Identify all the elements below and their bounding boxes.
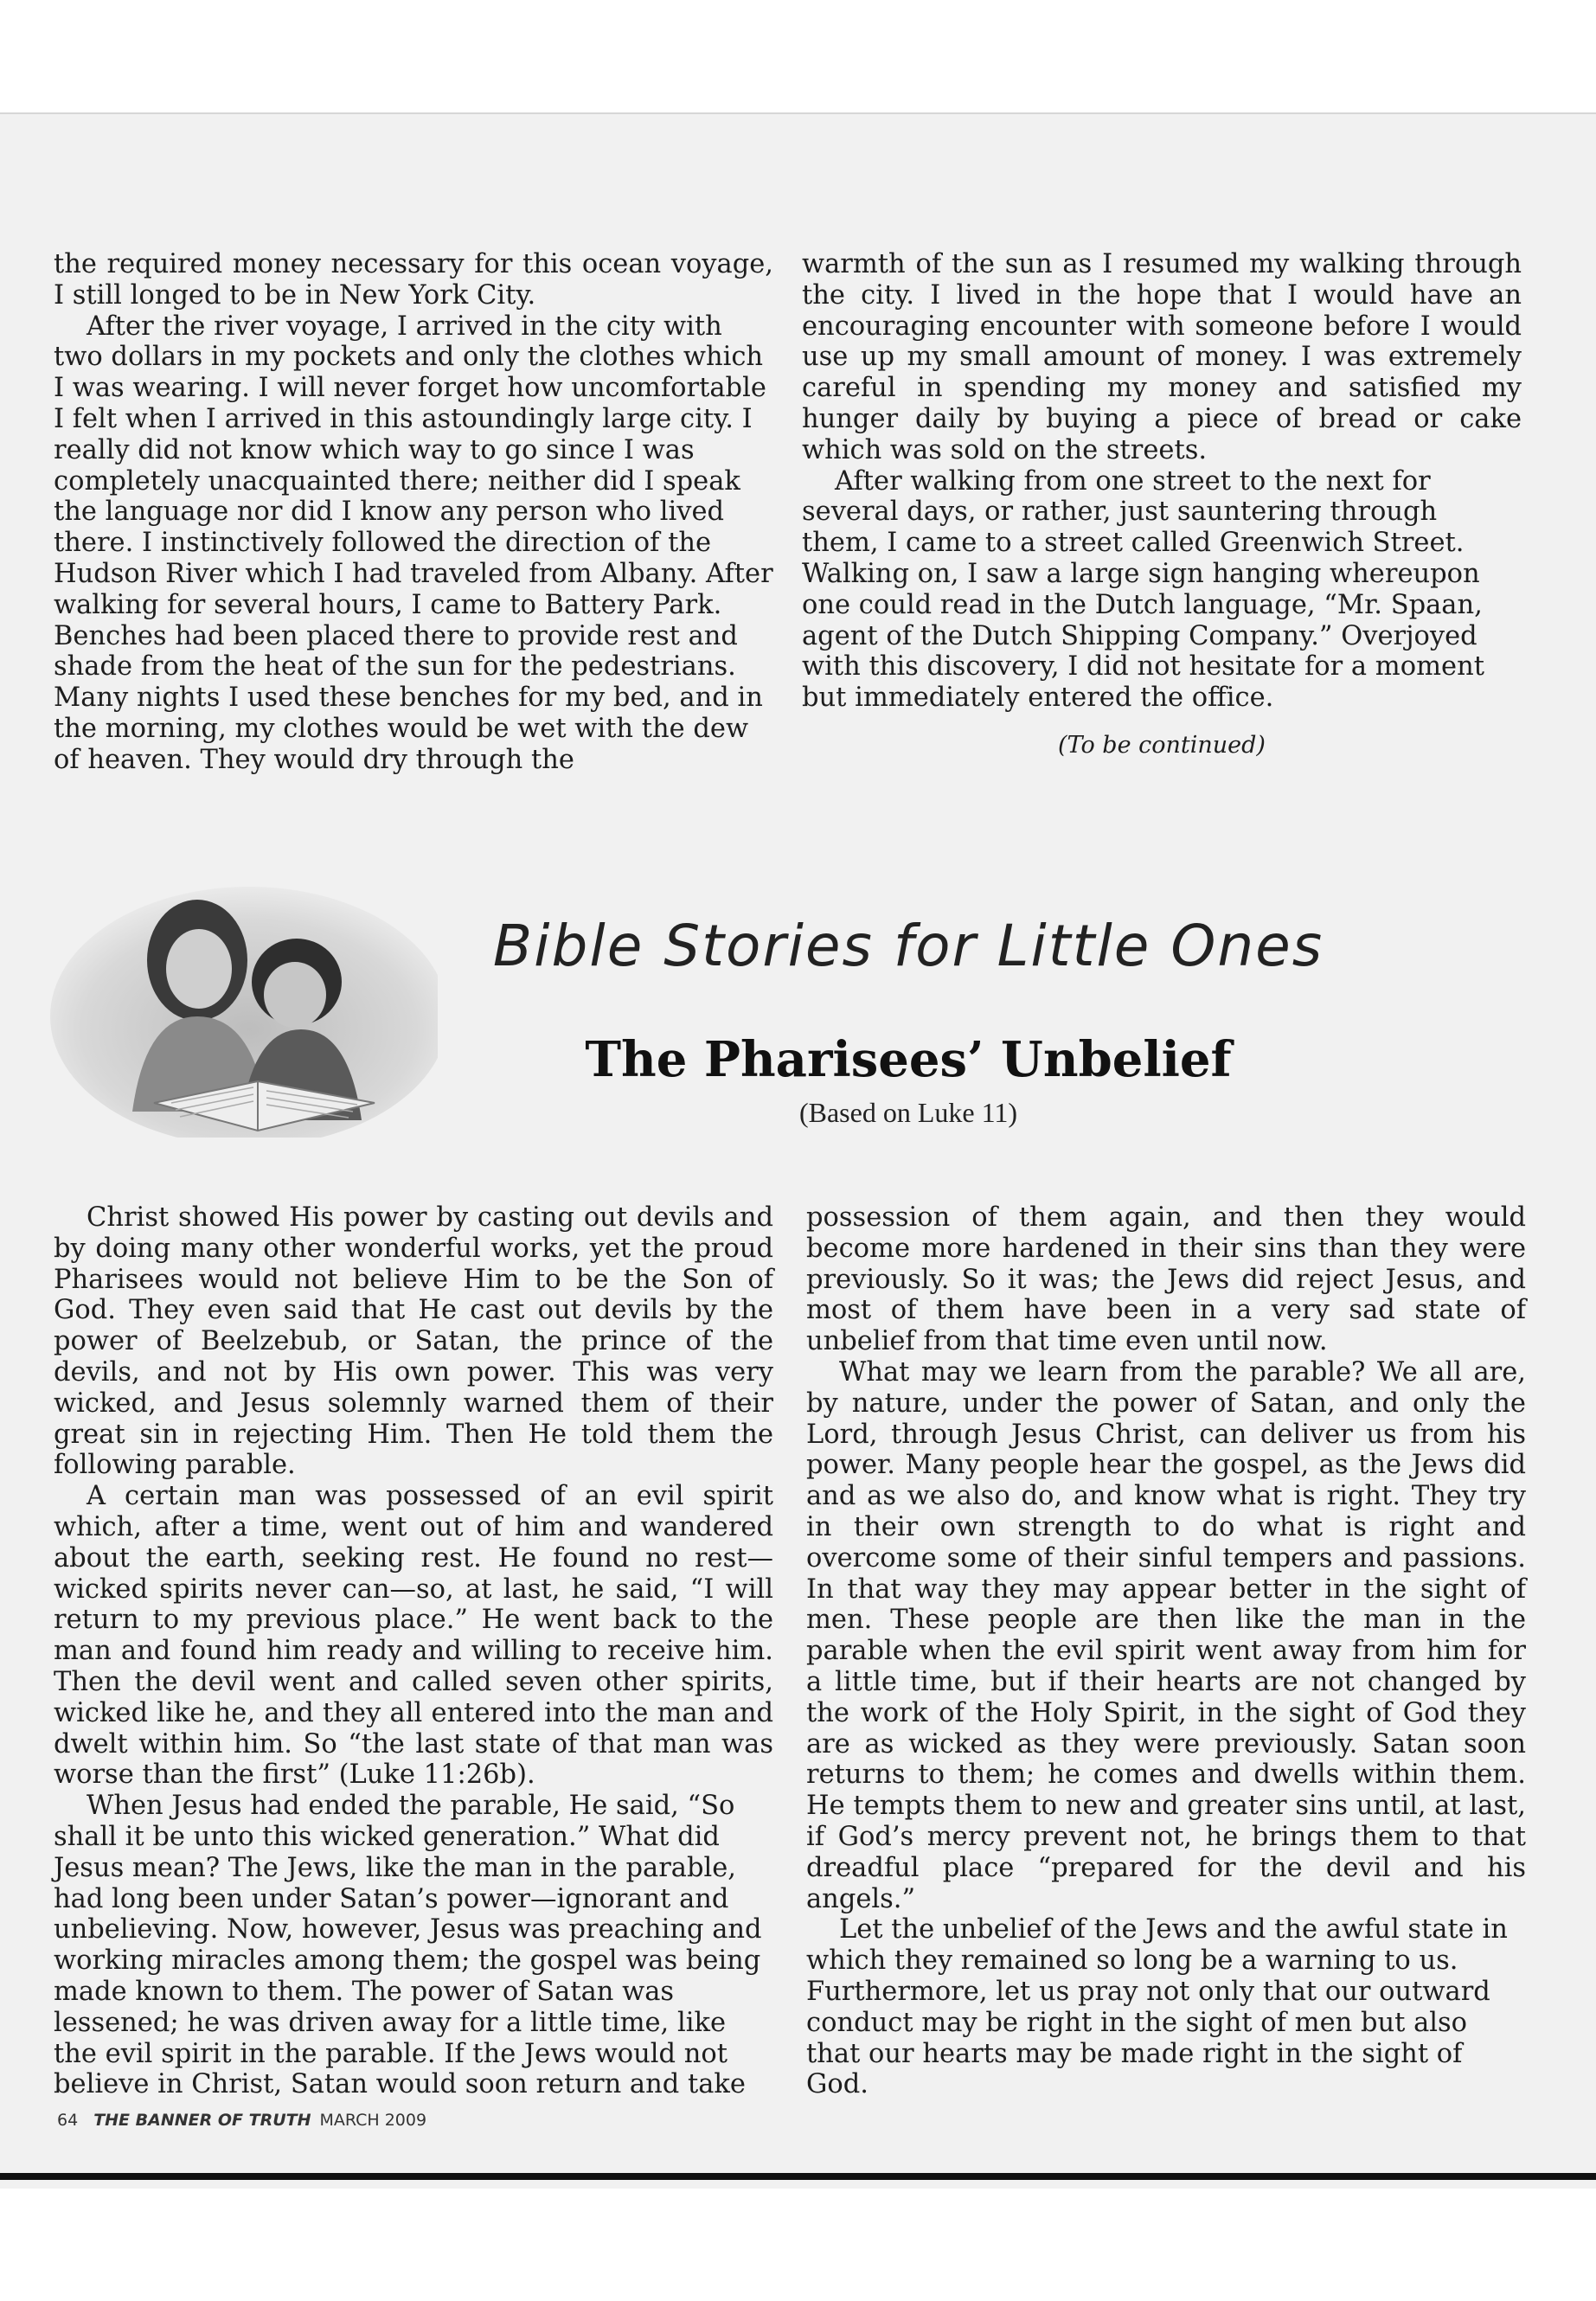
paragraph: A certain man was possessed of an evil spirit which, after a time, went out of him and wandered about the earth, seeking rest. He found no rest—wicked spirits never can—so, at last, he said, “I will return to my previous place.” He went back to the man and found him ready and willing to receive him. Then the devil went and called seven other spirits, wicked like he, and they all entered into the man and dwelt within him. So “the last state of that man was worse than the first” (Luke 11:26b). [54,1481,773,1791]
story-title: The Pharisees’ Unbelief [585,1031,1232,1088]
page-top-edge [0,112,1596,114]
continued-article-left-column [54,249,773,776]
paragraph: Christ showed His power by casting out devils and by doing many other wonderful works, yet the proud Pharisees would not believe Him to be the Son of God. They even said that He cast out devils by the power of Beelzebub, or Satan, the prince of the devils, and not by His own power. This was very wicked, and Jesus solemnly warned them of their great sin in rejecting Him. Then He told them the following parable. [54,1202,773,1481]
paragraph: possession of them again, and then they would become more hardened in their sins than they were previously. So it was; the Jews did reject Jesus, and most of them have been in a very sad state of unbelief from that time even until now. [806,1202,1526,1357]
page-footer [57,2111,426,2130]
paragraph: Let the unbelief of the Jews and the awful state in which they remained so long be a warning to us. Furthermore, let us pray not only that our outward conduct may be right in the sight of men but also that our hearts may be made right in the sight of God. [806,1914,1508,2100]
paragraph: warmth of the sun as I resumed my walking through the city. I lived in the hope that I would have an encouraging encounter with someone before I would use up my small amount of money. I was extremely careful in spending my money and satisfied my hunger daily by buying a piece of bread or cake which was sold on the streets. [802,249,1522,465]
paragraph: After walking from one street to the next for several days, or rather, just sauntering through them, I came to a street called Greenwich Street. Walking on, I saw a large sign hanging whereupon one could read in the Dutch language, “Mr. Spaan, agent of the Dutch Shipping Company.” Overjoyed with this discovery, I did not hesitate for a moment but immediately entered the office. [802,465,1484,714]
page-bottom-edge [0,2173,1596,2180]
paragraph: the required money necessary for this ocean voyage, I still longed to be in New York City. [54,249,773,311]
publication-name: THE BANNER OF TRUTH [93,2111,311,2130]
continued-article-right-column [802,249,1522,714]
series-title: Bible Stories for Little Ones [492,913,1324,979]
page-number: 64 [57,2111,79,2130]
issue-date: MARCH 2009 [319,2111,427,2130]
story-subtitle: (Based on Luke 11) [798,1097,1018,1128]
story-right-column [806,1202,1526,2100]
paragraph: What may we learn from the parable? We all are, by nature, under the power of Satan, and only the Lord, through Jesus Christ, can deliver us from his power. Many people hear the gospel, as the Jews did and as we also do, and know what is right. They try in their own strength to do what is right and overcome some of their sinful tempers and passions. In that way they may appear better in the sight of men. These people are then like the man in the parable when the evil spirit went away from him for a little time, but if their hearts are not changed by the work of the Holy Spirit, in the sight of God they are as wicked as they were previously. Satan soon returns to them; he comes and dwells within them. He tempts them to new and greater sins until, at last, if God’s mercy prevent not, he brings them to that dreadful place “prepared for the devil and his angels.” [806,1356,1526,1914]
paragraph: When Jesus had ended the parable, He said, “So shall it be unto this wicked generation.” What did Jesus mean? The Jews, like the man in the parable, had long been under Satan’s power—ignorant and unbelieving. Now, however, Jesus was preaching and working miracles among them; the gospel was being made known to them. The power of Satan was lessened; he was driven away for a little time, like the evil spirit in the parable. If the Jews would not believe in Christ, Satan would soon return and take [54,1791,762,2100]
children-reading-bible-photo [50,887,438,1138]
to-be-continued-note: (To be continued) [1058,732,1266,759]
paragraph: After the river voyage, I arrived in the city with two dollars in my pockets and only the clothes which I was wearing. I will never forget how uncomfortable I felt when I arrived in this astoundingly large city. I really did not know which way to go since I was completely unacquainted there; neither did I speak the language nor did I know any person who lived there. I instinctively followed the direction of the Hudson River which I had traveled from Albany. After walking for several hours, I came to Battery Park. Benches had been placed there to provide rest and shade from the heat of the sun for the pedestrians. Many nights I used these benches for my bed, and in the morning, my clothes would be wet with the dew of heaven. They would dry through the [54,311,773,775]
story-left-column [54,1202,773,2100]
